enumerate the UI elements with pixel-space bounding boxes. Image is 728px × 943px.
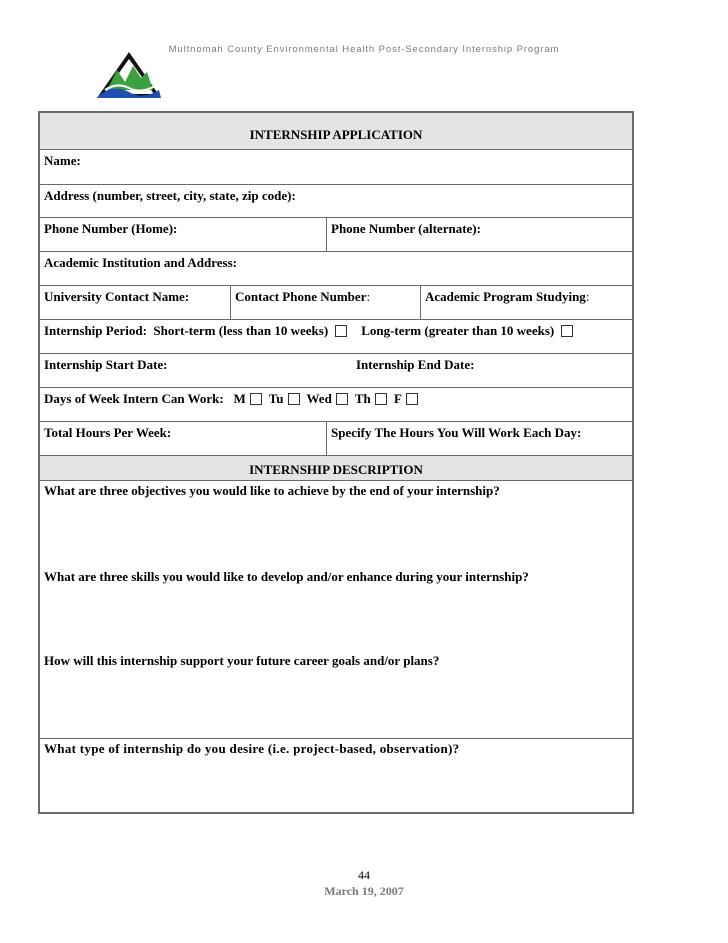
name-label: Name: [44, 153, 81, 168]
contact-phone-cell[interactable] [230, 286, 420, 319]
footer-date: March 19, 2007 [324, 884, 404, 898]
description-title: INTERNSHIP DESCRIPTION [249, 462, 423, 477]
end-date-label[interactable]: Internship End Date: [356, 357, 475, 372]
start-date-label[interactable]: Internship Start Date: [44, 357, 168, 372]
uni-contact-label: University Contact Name: [44, 289, 190, 304]
objectives-question: What are three objectives you would like to achieve by the end of your internship? [44, 483, 500, 498]
day-wed-label: Wed [306, 391, 332, 406]
phone-home-cell[interactable] [40, 218, 326, 251]
phone-alt-cell[interactable] [326, 218, 632, 251]
day-tu-checkbox[interactable] [288, 393, 300, 405]
program-studying-colon: : [585, 289, 590, 304]
day-m-checkbox[interactable] [250, 393, 262, 405]
days-row [40, 388, 632, 422]
description-title-row [40, 456, 632, 481]
application-title-row [40, 113, 632, 150]
contact-phone-label: Contact Phone Number [235, 289, 367, 304]
academic-row[interactable] [40, 252, 632, 286]
phone-home-label: Phone Number (Home): [44, 221, 178, 236]
internship-type-block[interactable] [40, 739, 632, 812]
uni-contact-cell[interactable] [40, 286, 230, 319]
application-title: INTERNSHIP APPLICATION [249, 127, 423, 142]
phone-row [40, 218, 632, 252]
day-th-label: Th [354, 391, 371, 406]
program-studying-cell[interactable] [420, 286, 632, 319]
day-f-checkbox[interactable] [406, 393, 418, 405]
mountain-logo-icon [95, 50, 163, 102]
career-question: How will this internship support your future career goals and/or plans? [44, 653, 440, 668]
program-studying-label: Academic Program Studying [425, 289, 586, 304]
day-f-label: F [393, 391, 402, 406]
page-number: 44 [358, 868, 370, 882]
internship-application-form [38, 111, 634, 814]
day-wed-checkbox[interactable] [336, 393, 348, 405]
contact-row [40, 286, 632, 320]
questions-block[interactable] [40, 481, 632, 739]
specify-hours-label: Specify The Hours You Will Work Each Day: [331, 425, 582, 440]
long-term-checkbox[interactable] [561, 325, 573, 337]
days-label: Days of Week Intern Can Work: [44, 391, 224, 406]
name-row[interactable] [40, 150, 632, 185]
academic-label: Academic Institution and Address: [44, 255, 237, 270]
total-hours-cell[interactable] [40, 422, 326, 455]
day-m-label: M [233, 391, 246, 406]
day-tu-label: Tu [268, 391, 284, 406]
contact-phone-text [235, 289, 370, 305]
period-label: Internship Period: [44, 323, 147, 338]
short-term-label: Short-term (less than 10 weeks) [153, 323, 329, 338]
phone-alt-label: Phone Number (alternate): [331, 221, 481, 236]
period-line [44, 323, 577, 339]
hours-row [40, 422, 632, 456]
program-studying-text [425, 289, 589, 305]
specify-hours-cell[interactable] [326, 422, 632, 455]
contact-phone-colon: : [366, 289, 371, 304]
day-th-checkbox[interactable] [375, 393, 387, 405]
page-header: Multnomah County Environmental Health Post-Secondary Internship Program [168, 44, 560, 55]
address-row[interactable] [40, 185, 632, 218]
period-row [40, 320, 632, 354]
long-term-label: Long-term (greater than 10 weeks) [361, 323, 555, 338]
short-term-checkbox[interactable] [335, 325, 347, 337]
days-line [44, 391, 422, 407]
dates-row [40, 354, 632, 388]
skills-question: What are three skills you would like to develop and/or enhance during your internship? [44, 569, 529, 584]
internship-type-question: What type of internship do you desire (i.e. project-based, observation)? [44, 741, 460, 756]
total-hours-label: Total Hours Per Week: [44, 425, 172, 440]
address-label: Address (number, street, city, state, zip code): [44, 188, 296, 203]
